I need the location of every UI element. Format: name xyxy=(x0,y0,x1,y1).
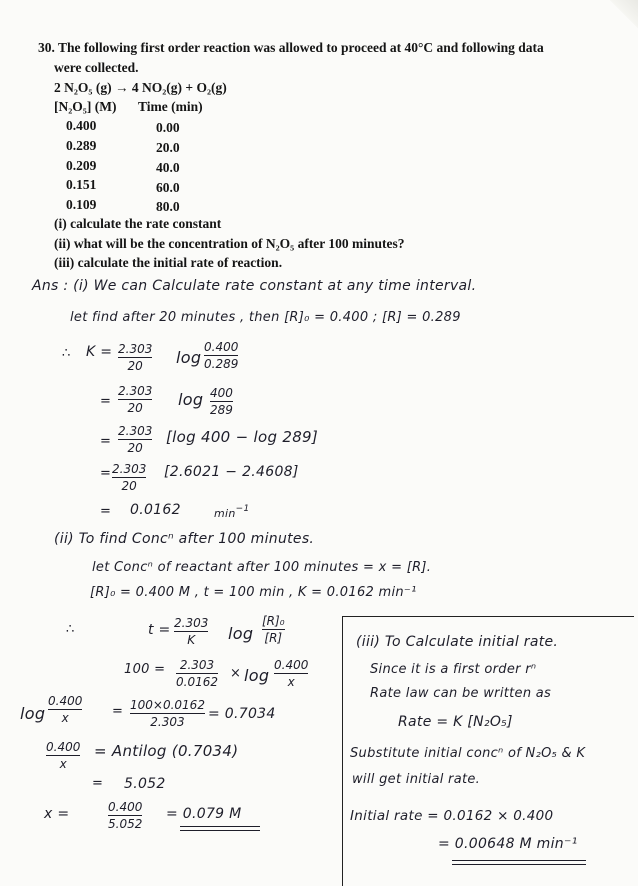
box-top-border xyxy=(342,616,634,617)
part-ii-intro: (ii) To find Concⁿ after 100 minutes. xyxy=(54,531,315,547)
log-label: log xyxy=(244,666,270,685)
rate-law-expression: Rate = K [N₂O₅] xyxy=(398,714,513,730)
table-cell-time: 20.0 xyxy=(156,140,180,155)
k-equals: K = xyxy=(86,344,113,360)
rate-constant-result: 0.0162 xyxy=(130,502,181,518)
therefore-symbol: ∴ xyxy=(62,346,71,361)
reaction-equation: 2 N₂O₅ (g) → 4 NO₂(g) + O₂(g) xyxy=(54,80,227,95)
underline xyxy=(180,826,260,827)
fraction-r0-r: [R]₀ [R] xyxy=(262,614,285,646)
therefore-symbol: ∴ xyxy=(66,622,75,637)
table-cell-time: 60.0 xyxy=(156,180,180,195)
table-cell-time: 80.0 xyxy=(156,199,180,214)
t-equals: t = xyxy=(148,622,171,638)
antilog-expression: = Antilog (0.7034) xyxy=(94,742,239,760)
fraction-0400-5052: 0.400 5.052 xyxy=(108,800,143,832)
part-iii-line-2: Rate law can be written as xyxy=(370,686,552,701)
log-label: log xyxy=(20,704,46,723)
table-cell-conc: 0.289 xyxy=(66,138,97,153)
fraction-0400-x: 0.400 x xyxy=(274,658,309,690)
question-part-iii: (iii) calculate the initial rate of reaction. xyxy=(54,255,283,270)
table-cell-time: 0.00 xyxy=(156,120,180,135)
answer-let-line: let find after 20 minutes , then [R]₀ = 0.400 ; [R] = 0.289 xyxy=(70,310,461,325)
question-line-2: were collected. xyxy=(54,60,139,75)
column-header-time: Time (min) xyxy=(138,99,203,114)
rate-constant-unit: $\min^{-1}$ xyxy=(214,504,250,520)
log-values-bracket: [2.6021 − 2.4608] xyxy=(164,464,299,480)
table-cell-conc: 0.209 xyxy=(66,158,97,173)
part-ii-given-values: [R]₀ = 0.400 M , t = 100 min , K = 0.0162 min⁻¹ xyxy=(90,585,417,600)
page-corner-fold xyxy=(610,0,638,28)
log-label: log xyxy=(178,390,204,409)
part-ii-let-line: let Concⁿ of reactant after 100 minutes = x = [R]. xyxy=(92,560,432,575)
hundred-equals: 100 = xyxy=(124,662,166,677)
part-iii-line-1: Since it is a first order rⁿ xyxy=(370,662,537,677)
table-cell-conc: 0.400 xyxy=(66,118,97,133)
equals-sign: = xyxy=(112,704,124,719)
initial-rate-result: = 0.00648 M min⁻¹ xyxy=(438,836,578,852)
equals-sign: = xyxy=(100,504,112,519)
fraction-2303-00162: 2.303 0.0162 xyxy=(176,658,218,690)
equals-sign: = xyxy=(100,434,112,449)
equals-sign: = xyxy=(92,776,104,791)
table-cell-conc: 0.109 xyxy=(66,197,97,212)
part-iii-line-5: will get initial rate. xyxy=(352,772,481,787)
fraction-0400-x: 0.400 x xyxy=(48,694,83,726)
log-label: log xyxy=(228,624,254,643)
box-left-border xyxy=(342,616,343,886)
part-iii-title: (iii) To Calculate initial rate. xyxy=(356,634,559,650)
question-part-ii: (ii) what will be the concentration of N₂O₅ after 100 minutes? xyxy=(54,236,405,251)
equals-sign: = xyxy=(100,466,112,481)
fraction-400-289: 0.400 0.289 xyxy=(204,340,239,372)
fraction-400-289-int: 400 289 xyxy=(210,386,233,418)
fraction-2303-20: 2.303 20 xyxy=(118,424,153,456)
underline xyxy=(452,864,586,865)
column-header-concentration: [N₂O₅] (M) xyxy=(54,99,117,114)
fraction-2303-k: 2.303 K xyxy=(174,616,209,648)
underline xyxy=(180,830,260,831)
fraction-2303-20: 2.303 20 xyxy=(118,342,153,374)
part-iii-line-4: Substitute initial concⁿ of N₂O₅ & K xyxy=(350,746,586,761)
fraction-product-2303: 100×0.0162 2.303 xyxy=(130,698,205,730)
x-equals: x = xyxy=(44,806,70,822)
times-sign: × xyxy=(230,666,242,681)
table-cell-time: 40.0 xyxy=(156,160,180,175)
log-label: log xyxy=(176,348,202,367)
equals-sign: = xyxy=(100,394,112,409)
fraction-0400-x: 0.400 x xyxy=(46,740,81,772)
table-cell-conc: 0.151 xyxy=(66,177,97,192)
answer-intro: Ans : (i) We can Calculate rate constant at any time interval. xyxy=(32,278,477,294)
log-difference-bracket: [log 400 − log 289] xyxy=(166,428,319,446)
underline xyxy=(452,860,586,861)
antilog-result: 5.052 xyxy=(124,776,166,792)
final-concentration: = 0.079 M xyxy=(166,806,242,822)
question-part-i: (i) calculate the rate constant xyxy=(54,216,222,231)
fraction-2303-20: 2.303 20 xyxy=(118,384,153,416)
fraction-2303-20: 2.303 20 xyxy=(112,462,147,494)
question-line-1: 30. The following first order reaction was allowed to proceed at 40°C and following data xyxy=(38,40,544,55)
log-result: = 0.7034 xyxy=(208,706,276,722)
initial-rate-calculation: Initial rate = 0.0162 × 0.400 xyxy=(350,808,554,824)
